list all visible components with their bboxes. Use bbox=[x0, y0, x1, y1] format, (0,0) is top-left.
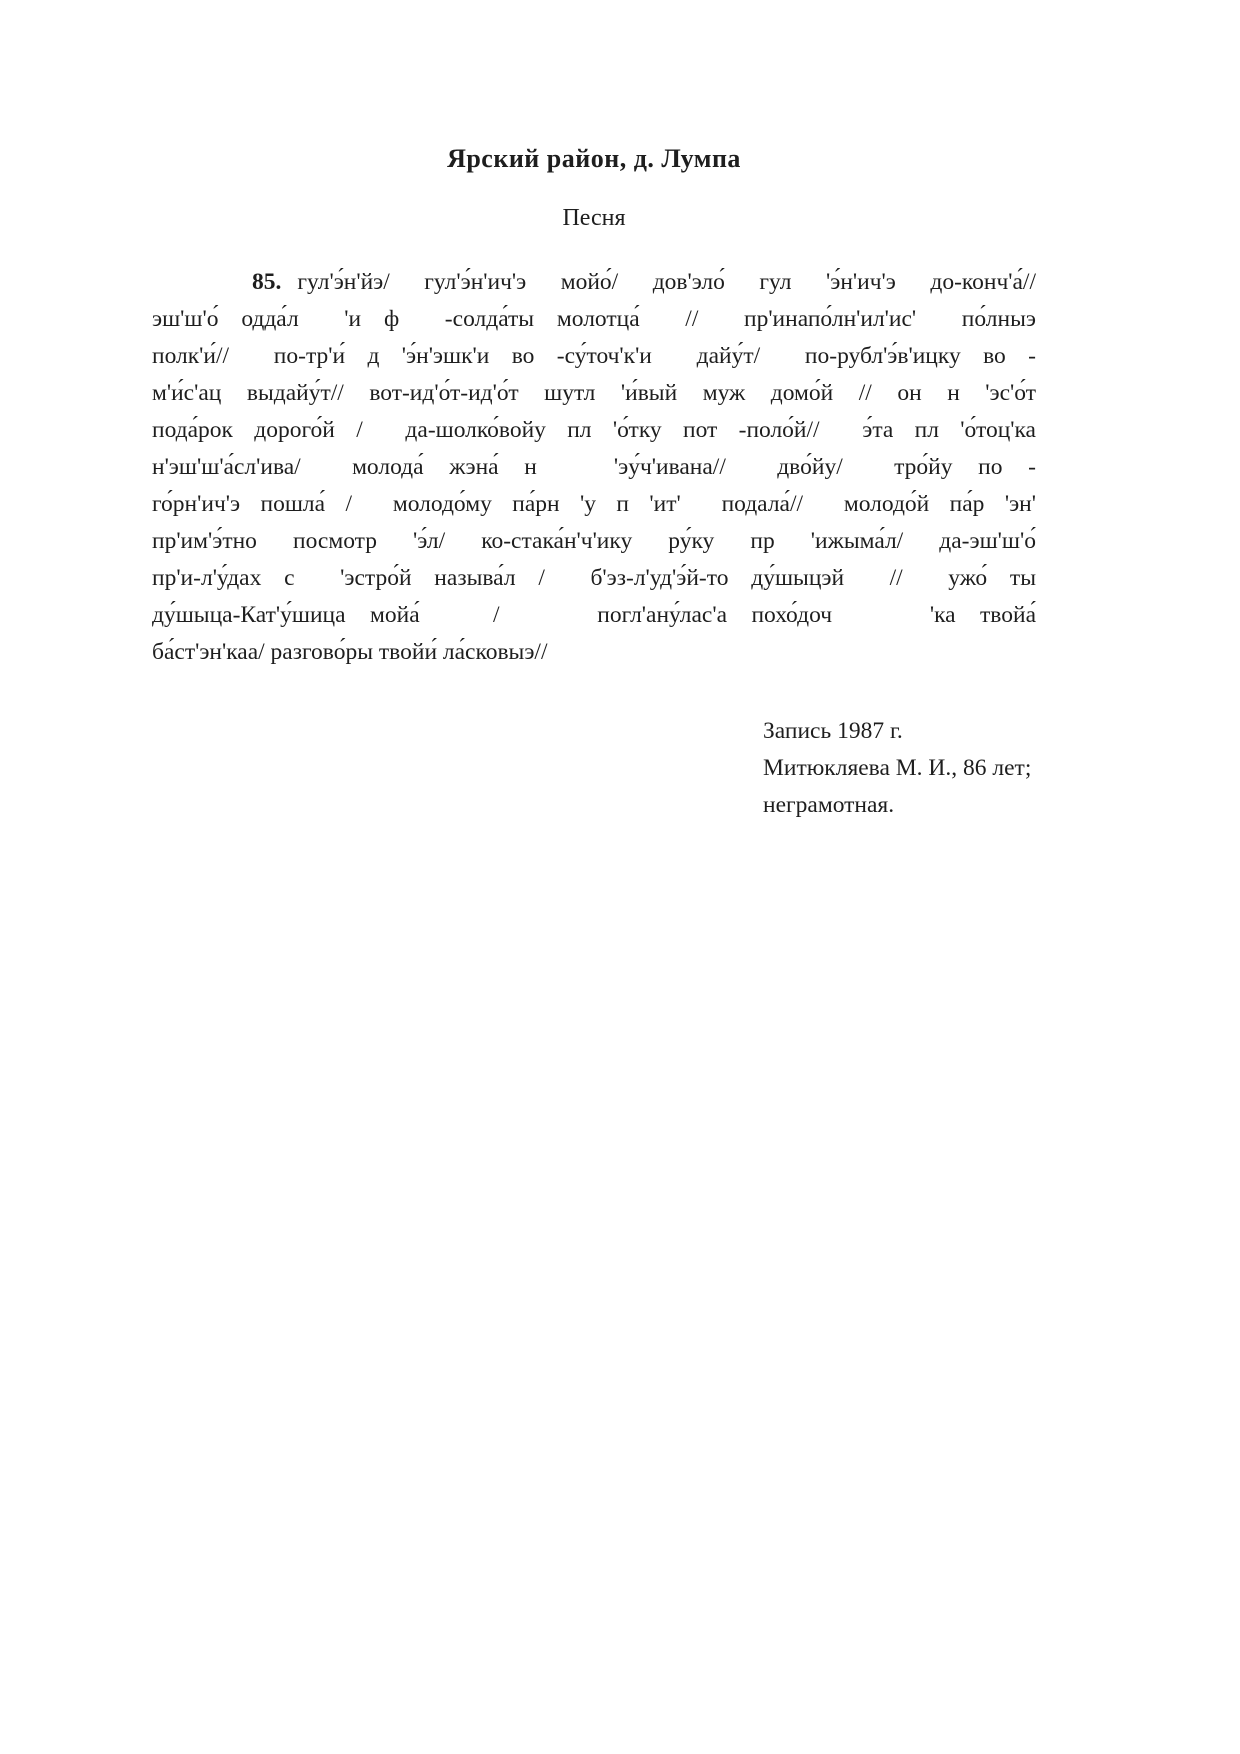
literacy-note: неграмотная. bbox=[763, 792, 895, 818]
region-title: Ярский район, д. Лумпа bbox=[447, 144, 741, 173]
song-line-6: н'эш'ш'а́сл'ива/ молода́ жэна́ н 'эу́ч'ивана// дво́йу/ тро́йу по - bbox=[152, 454, 1036, 480]
song-line-2: эш'ш'о́ одда́л 'и ф -солда́ты молотца́ // пр'инапо́лн'ил'ис' по́лныэ bbox=[152, 306, 1036, 332]
song-line-3: полк'и́// по-тр'и́ д 'э́н'эшк'и во -су́точ'к'и дайу́т/ по-рубл'э́в'ицку во - bbox=[152, 343, 1036, 369]
informant: Митюкляева М. И., 86 лет; bbox=[763, 755, 1032, 781]
song-line-4: м'и́с'ац выдайу́т// вот-ид'о́т-ид'о́т шутл 'и́вый муж домо́й // он н 'эс'о́т bbox=[152, 380, 1036, 406]
song-line-5: пода́рок дорого́й / да-шолко́войу пл 'о́тку пот -поло́й// э́та пл 'о́тоц'ка bbox=[152, 417, 1036, 443]
genre-title: Песня bbox=[562, 205, 626, 231]
song-line-8: пр'им'э́тно посмотр 'э́л/ ко-стака́н'ч'ику ру́ку пр 'ижыма́л/ да-эш'ш'о́ bbox=[152, 528, 1036, 554]
record-note-block bbox=[763, 713, 1240, 824]
song-number: 85. bbox=[252, 269, 282, 295]
song-line-7: го́рн'ич'э пошла́ / молодо́му па́рн 'у п 'ит' подала́// молодо́й па́р 'эн' bbox=[152, 491, 1036, 517]
song-line-1 bbox=[152, 264, 1036, 301]
song-line-9: пр'и-л'у́дах с 'эстро́й называ́л / б'эз-л'уд'э́й-то ду́шыцэй // ужо́ ты bbox=[152, 565, 1036, 591]
song-line-10: ду́шыца-Кат'у́шица мойа́ / погл'ану́лас'а похо́доч 'ка твойа́ bbox=[152, 602, 1036, 628]
song-line-11: ба́ст'эн'каа/ разгово́ры твойи́ ла́сковыэ// bbox=[152, 639, 548, 665]
song-text-block bbox=[152, 264, 1036, 671]
song-line-1-text: гул'э́н'йэ/ гул'э́н'ич'э мойо́/ дов'эло́ гул 'э́н'ич'э до-конч'а́// bbox=[297, 269, 1036, 295]
record-date: Запись 1987 г. bbox=[763, 718, 903, 744]
